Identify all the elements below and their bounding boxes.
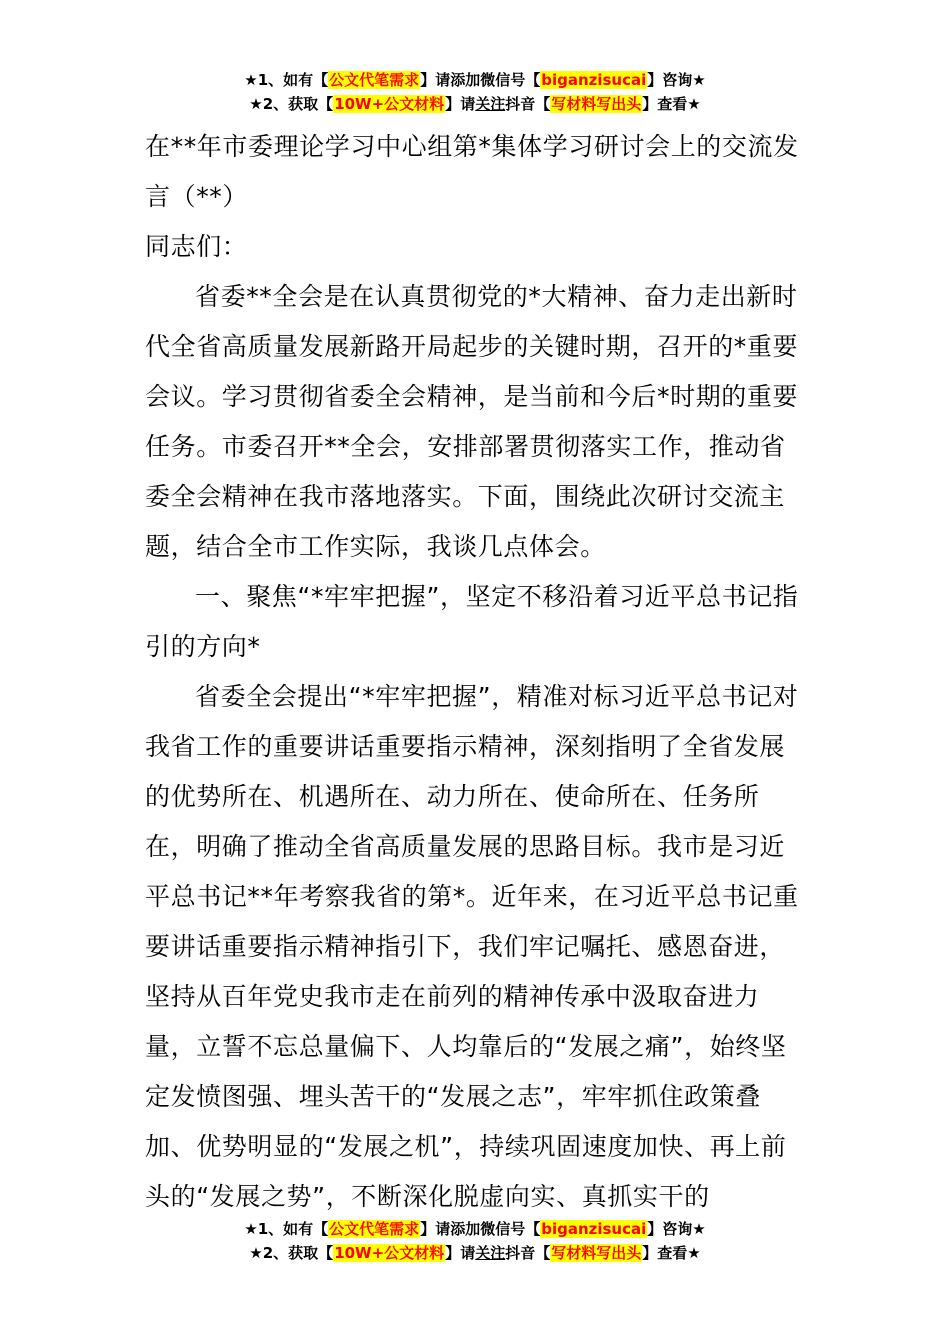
- highlight-materials: 10W+公文材料: [334, 1244, 445, 1262]
- section-heading-1: 一、聚焦“*牢牢把握”，坚定不移沿着习近平总书记指引的方向*: [145, 582, 799, 661]
- highlight-douyin-account: 写材料写出头: [551, 1244, 642, 1262]
- document-body: [145, 122, 810, 1222]
- highlight-writing-service: 公文代笔需求: [329, 1220, 420, 1238]
- highlight-writing-service: 公文代笔需求: [329, 71, 420, 89]
- highlight-wechat-id: biganzisucai: [541, 71, 647, 89]
- document-title: 在**年市委理论学习中心组第*集体学习研讨会上的交流发言（**）: [145, 132, 799, 211]
- header-banner: [0, 68, 950, 116]
- footer-banner: [0, 1217, 950, 1265]
- highlight-douyin-account: 写材料写出头: [551, 95, 642, 113]
- banner-line-2: ★2、获取【10W+公文材料】请关注抖音【写材料写出头】查看★: [249, 95, 701, 113]
- paragraph-section-1: 省委全会提出“*牢牢把握”，精准对标习近平总书记对我省工作的重要讲话重要指示精神，深刻指明了全省发展的优势所在、机遇所在、动力所在、使命所在、任务所在，明确了推动全省高质量发展的思路目标。我市是习近平总书记**年考察我省的第*。近年来，在习近平总书记重要讲话重要指示精神指引下，我们牢记嘱托、感恩奋进，坚持从百年党史我市走在前列的精神传承中汲取奋进力量，立誓不忘总量偏下、人均靠后的“发展之痛”，始终坚定发愤图强、埋头苦干的“发展之志”，牢牢抓住政策叠加、优势明显的“发展之机”，持续巩固速度加快、再上前头的“发展之势”，不断深化脱虚向实、真抓实干的: [145, 682, 799, 1211]
- highlight-wechat-id: biganzisucai: [541, 1220, 647, 1238]
- salutation: 同志们：: [145, 232, 248, 261]
- highlight-materials: 10W+公文材料: [334, 95, 445, 113]
- paragraph-intro: 省委**全会是在认真贯彻党的*大精神、奋力走出新时代全省高质量发展新路开局起步的关键时期，召开的*重要会议。学习贯彻省委全会精神，是当前和今后*时期的重要任务。市委召开**全会，安排部署贯彻落实工作，推动省委全会精神在我市落地落实。下面，围绕此次研讨交流主题，结合全市工作实际，我谈几点体会。: [145, 282, 799, 561]
- banner-line-2: ★2、获取【10W+公文材料】请关注抖音【写材料写出头】查看★: [249, 1244, 701, 1262]
- banner-line-1: ★1、如有【公文代笔需求】请添加微信号【biganzisucai】咨询★: [244, 71, 706, 89]
- banner-line-1: ★1、如有【公文代笔需求】请添加微信号【biganzisucai】咨询★: [244, 1220, 706, 1238]
